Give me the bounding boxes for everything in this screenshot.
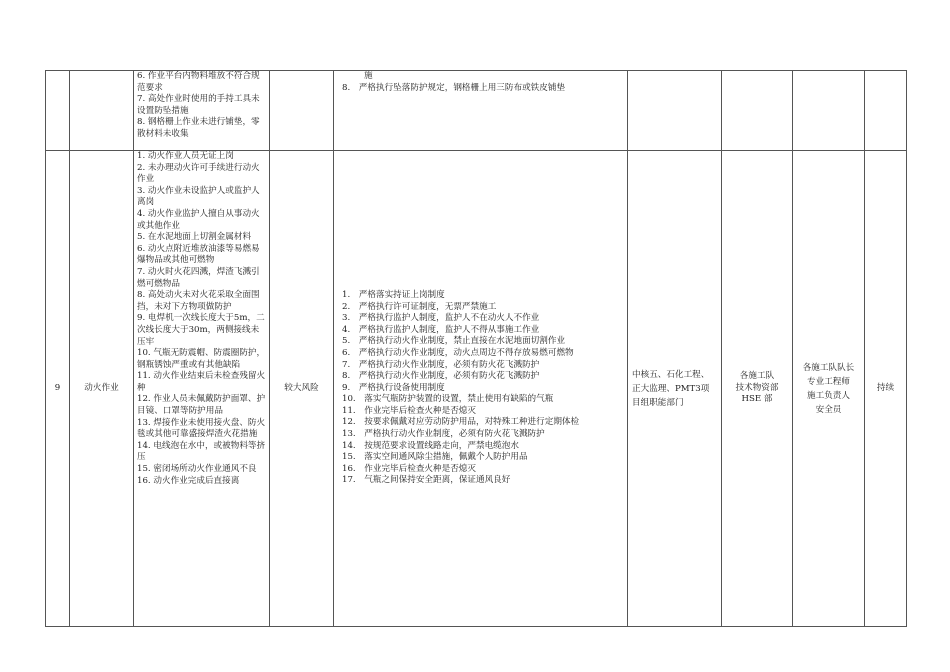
hazard-item: 1. 动火作业人员无证上岗 — [137, 151, 234, 161]
hazard-item: 11. 动火作业结束后未检查残留火种 — [137, 371, 266, 393]
measure-item: 2. 严格执行许可证制度，无票严禁施工 — [342, 301, 497, 312]
measure-item: 11. 作业完毕后检查火种是否熄灭 — [342, 405, 476, 416]
dept-item: 技术物资部 — [735, 382, 779, 393]
hazards-cell — [134, 151, 270, 627]
risk-level: 较大风险 — [270, 151, 334, 627]
hazard-item: 7. 动火时火花四溅，焊渣飞溅引燃可燃物品 — [137, 266, 260, 289]
work-type: 动火作业 — [70, 151, 134, 627]
hazard-item: 12. 作业人员未佩戴防护面罩、护目镜、口罩等防护用品 — [137, 394, 266, 417]
frequency: 持续 — [865, 151, 907, 627]
table-row — [46, 71, 907, 151]
measures-cell — [334, 151, 628, 627]
hazard-item: 9. 电焊机一次线长度大于5m，二次线长度大于30m，两侧接线未压牢 — [137, 313, 265, 347]
dept-item: HSE 部 — [741, 394, 773, 405]
measure-item: 7. 严格执行动火作业制度，必须有防火花飞溅防护 — [342, 359, 540, 370]
measure-item: 6. 严格执行动火作业制度，动火点周边不得存放易燃可燃物 — [342, 347, 574, 358]
hazard-item: 15. 密闭场所动火作业通风不良 — [137, 464, 257, 475]
resp-item: 安全员 — [815, 404, 842, 415]
measure-item: 17. 气瓶之间保持安全距离，保证通风良好 — [342, 475, 511, 486]
hazard-item: 6. 作业平台内物料堆放不符合规范要求 — [137, 71, 260, 93]
hazard-item: 6. 动火点附近堆放油漆等易燃易爆物品或其他可燃物 — [137, 243, 260, 266]
measure-item: 4. 严格执行监护人制度，监护人不得从事施工作业 — [342, 324, 540, 335]
measure-item: 施 — [364, 71, 373, 81]
resp-cell — [793, 151, 865, 627]
frequency — [865, 71, 907, 151]
row-index — [46, 71, 70, 151]
risk-control-table — [45, 70, 907, 627]
table-row — [46, 151, 907, 627]
responsible-units: 中核五、石化工程、正大监理、PMT3项目组职能部门 — [628, 151, 722, 627]
resp-item: 专业工程师 — [807, 376, 850, 387]
dept-item: 各施工队 — [739, 371, 775, 382]
measure-item: 10. 落实气瓶防护装置的设置，禁止使用有缺陷的气瓶 — [342, 394, 554, 405]
hazard-item: 14. 电线泡在水中，或被物料等挤压 — [137, 440, 266, 463]
work-type — [70, 71, 134, 151]
hazard-item: 7. 高处作业时使用的手持工具未设置防坠措施 — [137, 94, 260, 116]
measure-item: 1. 严格落实持证上岗制度 — [342, 289, 445, 300]
measure-item: 9. 严格执行设备使用制度 — [342, 382, 445, 393]
resp-item: 各施工队队长 — [802, 362, 855, 373]
measure-item: 5. 严格执行动火作业制度，禁止直接在水泥地面切割作业 — [342, 336, 566, 347]
dept-cell — [722, 151, 793, 627]
resp-cell — [793, 71, 865, 151]
hazards-cell — [134, 71, 270, 151]
measures-cell — [334, 71, 628, 151]
measure-item: 8. 严格执行动火作业制度，必须有防火花飞溅防护 — [342, 371, 540, 382]
measure-item: 15. 落实空间通风除尘措施，佩戴个人防护用品 — [342, 452, 528, 463]
measure-item: 13. 严格执行动火作业制度，必须有防火花飞溅防护 — [342, 429, 545, 440]
hazard-item: 4. 动火作业监护人擅自从事动火或其他作业 — [137, 208, 260, 231]
risk-level — [270, 71, 334, 151]
hazard-item: 8. 高处动火未对火花采取全面围挡，未对下方物项做防护 — [137, 290, 260, 312]
dept-cell — [722, 71, 793, 151]
hazard-item: 2. 未办理动火许可手续进行动火作业 — [137, 162, 260, 185]
measure-item: 8. 严格执行坠落防护规定，钢格栅上用三防布或铁皮铺垫 — [342, 82, 566, 93]
hazard-item: 10. 气瓶无防震帽、防震圈防护，钢瓶锈蚀严重或有其他缺陷 — [137, 348, 266, 370]
measure-item: 14. 按规范要求设置线路走向，严禁电缆泡水 — [342, 440, 519, 451]
measure-item: 12. 按要求佩戴对应劳动防护用品，对特殊工种进行定期体检 — [342, 417, 580, 428]
hazard-item: 13. 焊接作业未使用接火盘、防火毯或其他可靠盛接焊渣火花措施 — [137, 417, 266, 440]
resp-item: 施工负责人 — [807, 390, 850, 401]
hazard-item: 8. 钢格栅上作业未进行铺垫，零散材料未收集 — [137, 117, 260, 139]
responsible-units — [628, 71, 722, 151]
row-index: 9 — [46, 151, 70, 627]
measure-item: 3. 严格执行监护人制度，监护人不在动火人不作业 — [342, 313, 540, 324]
measure-item: 16. 作业完毕后检查火种是否熄灭 — [342, 463, 476, 474]
hazard-item: 16. 动火作业完成后直接离 — [137, 475, 240, 486]
hazard-item: 3. 动火作业未设监护人或监护人离岗 — [137, 185, 260, 208]
hazard-item: 5. 在水泥地面上切割金属材料 — [137, 232, 252, 243]
